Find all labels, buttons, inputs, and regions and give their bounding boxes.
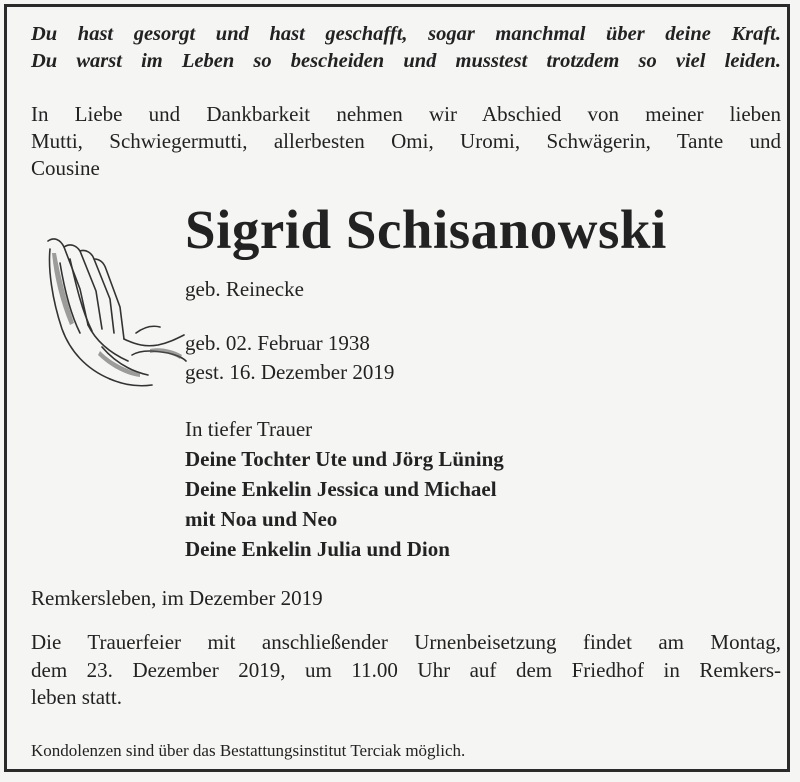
mourner-line: Deine Enkelin Jessica und Michael: [185, 477, 497, 501]
verse-line: Du warst im Leben so bescheiden und musstest trotzdem so viel leiden.: [31, 50, 781, 72]
funeral-line: Die Trauerfeier mit anschließender Urnenbeisetzung findet am Montag,: [31, 630, 781, 654]
intro-line: Mutti, Schwiegermutti, allerbesten Omi, Uromi, Schwägerin, Tante und: [31, 129, 781, 153]
birth-date: geb. 02. Februar 1938: [185, 331, 370, 355]
praying-hands-icon: [40, 229, 190, 399]
condolences-note: Kondolenzen sind über das Bestattungsinstitut Terciak möglich.: [31, 741, 466, 760]
funeral-line: dem 23. Dezember 2019, um 11.00 Uhr auf dem Friedhof in Remkers-: [31, 657, 781, 682]
funeral-line: leben statt.: [31, 685, 122, 709]
deceased-name: Sigrid Schisanowski: [185, 199, 667, 260]
death-date: gest. 16. Dezember 2019: [185, 360, 395, 384]
mourner-line: Deine Enkelin Julia und Dion: [185, 537, 450, 561]
intro-line: Cousine: [31, 156, 100, 180]
funeral-info: [31, 629, 781, 712]
verse: [31, 21, 781, 75]
verse-line: Du hast gesorgt und hast geschafft, sogar manchmal über deine Kraft.: [31, 23, 781, 45]
intro-text: [31, 101, 781, 182]
mourners-heading: In tiefer Trauer: [185, 417, 313, 441]
obituary-notice: [4, 4, 790, 772]
maiden-name: geb. Reinecke: [185, 277, 304, 301]
mourner-line: mit Noa und Neo: [185, 507, 338, 531]
place-date: Remkersleben, im Dezember 2019: [31, 586, 323, 610]
mourner-line: Deine Tochter Ute und Jörg Lüning: [185, 447, 504, 471]
intro-line: In Liebe und Dankbarkeit nehmen wir Abschied von meiner lieben: [31, 102, 781, 126]
